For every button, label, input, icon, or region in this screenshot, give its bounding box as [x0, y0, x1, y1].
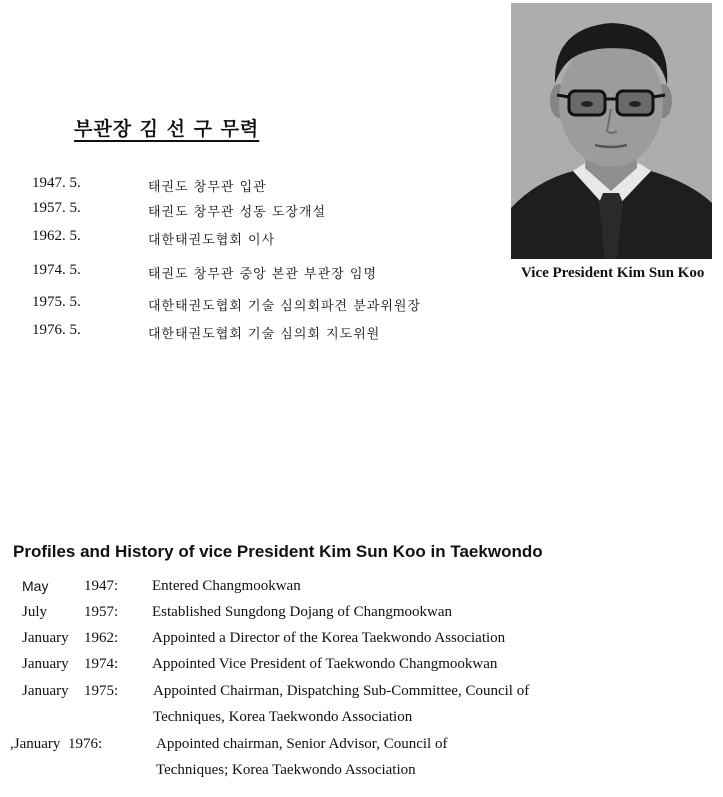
english-entry-month: July [22, 604, 48, 620]
english-entry-month: January [22, 683, 69, 699]
portrait-image [511, 3, 712, 259]
english-entry-month: May [22, 578, 49, 594]
korean-entry-date: 1962. 5. [32, 228, 81, 244]
korean-entry-date: 1947. 5. [32, 175, 81, 191]
korean-entry-text: 대한태권도협회 기술 심의회파견 분과위원장 [148, 299, 421, 314]
korean-entry-date: 1976. 5. [32, 322, 81, 338]
english-entry-month: January [22, 630, 69, 646]
english-entry-month: January [22, 656, 69, 672]
korean-entry-text: 태권도 창무관 입관 [148, 180, 267, 195]
korean-entry-date: 1957. 5. [32, 200, 81, 216]
english-entry-month: ,January [10, 736, 61, 752]
english-entry-description: Established Sungdong Dojang of Changmookwan [152, 604, 452, 620]
english-entry-description: Appointed Chairman, Dispatching Sub-Committee, Council of [153, 683, 530, 699]
english-entry-description-continued: Techniques; Korea Taekwondo Association [156, 762, 416, 778]
english-entry-year: 1976: [68, 736, 103, 752]
korean-entry-date: 1974. 5. [32, 262, 81, 278]
portrait-photo [511, 3, 712, 259]
korean-entry-text: 태권도 창무관 성동 도장개설 [148, 205, 327, 220]
english-entry-year: 1962: [84, 630, 119, 646]
korean-entry-text: 대한태권도협회 이사 [148, 233, 276, 248]
korean-entry-text: 태권도 창무관 중앙 본관 부관장 임명 [148, 267, 378, 282]
english-entry-year: 1975: [84, 683, 119, 699]
korean-entry-text: 대한태권도협회 기술 심의회 지도위원 [148, 327, 381, 342]
english-entry-description: Appointed chairman, Senior Advisor, Council of [156, 736, 448, 752]
english-entry-year: 1957: [84, 604, 119, 620]
english-entry-description: Entered Changmookwan [152, 578, 301, 594]
korean-entry-date: 1975. 5. [32, 294, 81, 310]
korean-title: 부관장 김 선 구 무력 [74, 118, 260, 140]
english-entry-year: 1947: [84, 578, 119, 594]
english-entry-description: Appointed a Director of the Korea Taekwondo Association [152, 630, 506, 646]
english-entry-year: 1974: [84, 656, 119, 672]
photo-caption: Vice President Kim Sun Koo [521, 265, 705, 281]
english-entry-description: Appointed Vice President of Taekwondo Changmookwan [152, 656, 498, 672]
english-entry-description-continued: Techniques, Korea Taekwondo Association [153, 709, 413, 725]
english-title: Profiles and History of vice President Kim Sun Koo in Taekwondo [13, 542, 543, 561]
